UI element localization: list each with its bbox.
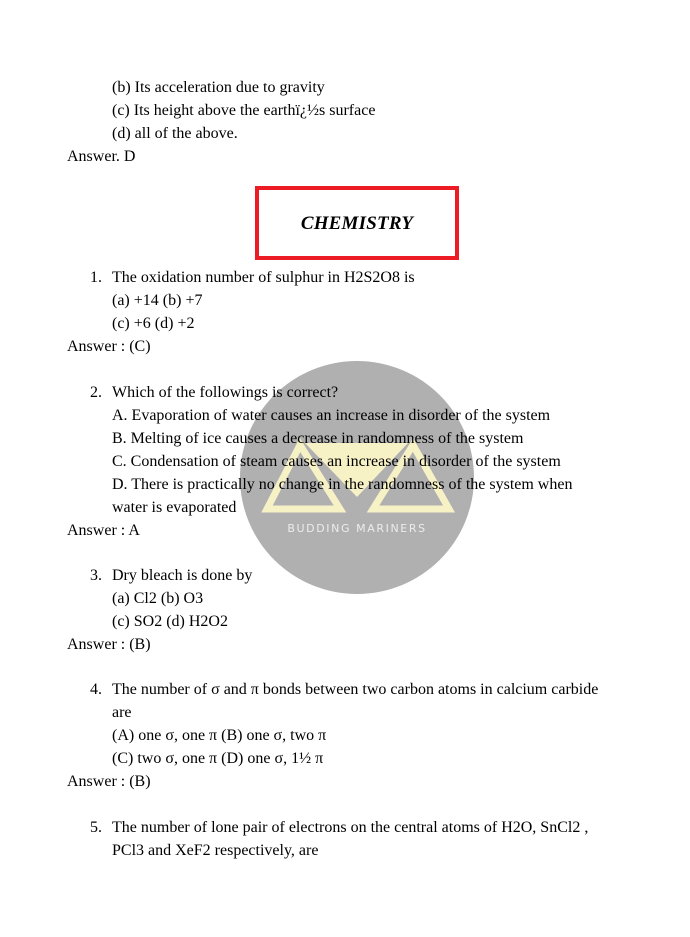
option-line: D. There is practically no change in the randomness of the system when	[112, 476, 573, 493]
option-line: (a) Cl2 (b) O3	[112, 590, 204, 607]
option-line: B. Melting of ice causes a decrease in randomness of the system	[112, 430, 524, 447]
option-line: C. Condensation of steam causes an increase in disorder of the system	[112, 453, 561, 470]
question-number: 4.	[90, 681, 102, 698]
section-heading-box	[255, 186, 459, 260]
question-text: The number of lone pair of electrons on the central atoms of H2O, SnCl2 ,	[112, 819, 589, 836]
answer-line: Answer : (C)	[67, 338, 151, 355]
answer-line: Answer : A	[67, 522, 140, 539]
option-line: (c) Its height above the earthï¿½s surface	[112, 102, 376, 119]
question-text: The oxidation number of sulphur in H2S2O8 is	[112, 269, 415, 286]
option-line: (a) +14 (b) +7	[112, 292, 203, 309]
answer-line: Answer : (B)	[67, 773, 151, 790]
question-text: Dry bleach is done by	[112, 567, 253, 584]
answer-line: Answer. D	[67, 148, 136, 165]
option-line: (c) +6 (d) +2	[112, 315, 195, 332]
option-line: (b) Its acceleration due to gravity	[112, 79, 325, 96]
option-line: A. Evaporation of water causes an increase in disorder of the system	[112, 407, 551, 424]
question-number: 5.	[90, 819, 102, 836]
answer-line: Answer : (B)	[67, 636, 151, 653]
question-number: 3.	[90, 567, 102, 584]
option-line: water is evaporated	[112, 499, 237, 516]
question-number: 2.	[90, 384, 102, 401]
option-line: (c) SO2 (d) H2O2	[112, 613, 228, 630]
question-text: Which of the followings is correct?	[112, 384, 339, 401]
option-line: (C) two σ, one π (D) one σ, 1½ π	[112, 750, 324, 767]
section-heading: CHEMISTRY	[300, 213, 414, 234]
question-text: PCl3 and XeF2 respectively, are	[112, 842, 319, 859]
option-line: (d) all of the above.	[112, 125, 238, 142]
option-line: (A) one σ, one π (B) one σ, two π	[112, 727, 327, 744]
question-text: are	[112, 704, 132, 721]
question-number: 1.	[90, 269, 102, 286]
question-text: The number of σ and π bonds between two carbon atoms in calcium carbide	[112, 681, 599, 698]
watermark-text: BUDDING MARINERS	[287, 522, 427, 535]
